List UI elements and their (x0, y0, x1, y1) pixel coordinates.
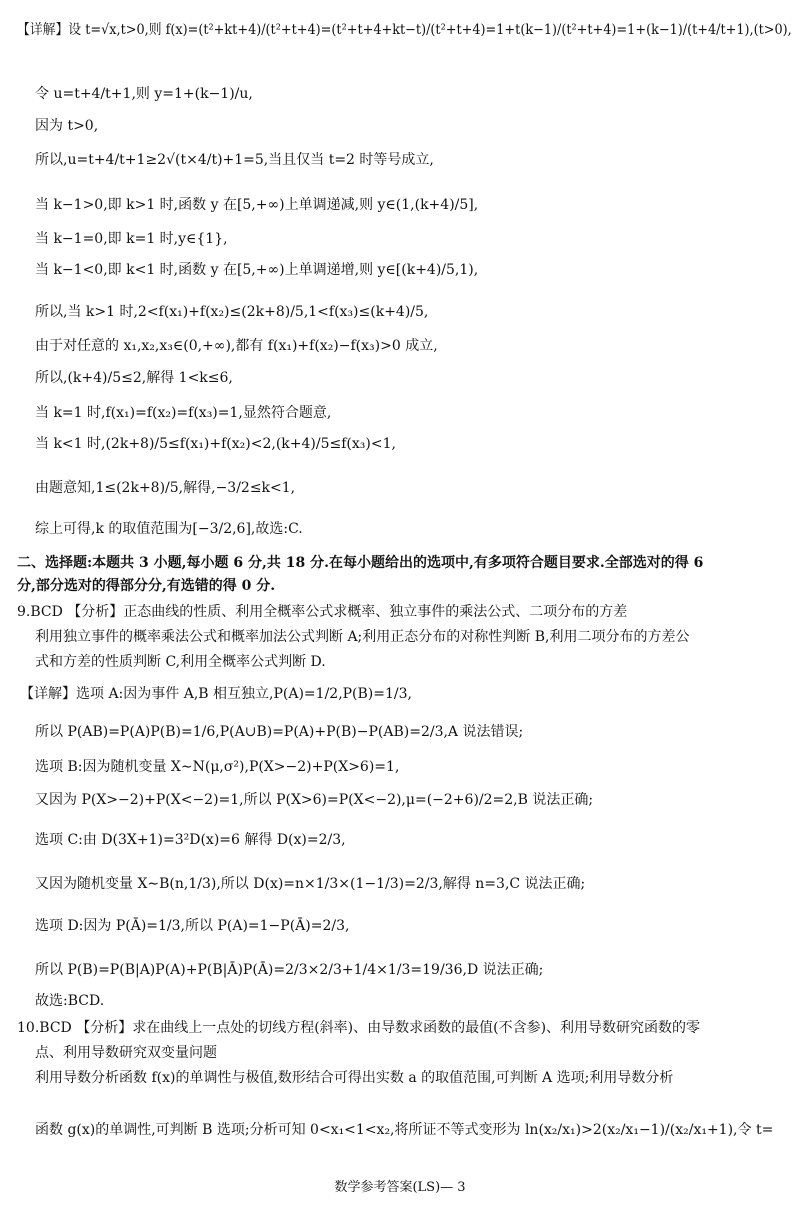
text-line: 由题意知,1≤(2k+8)/5,解得,−3/2≤k<1, (35, 480, 296, 496)
text-line: 所以,当 k>1 时,2<f(x₁)+f(x₂)≤(2k+8)/5,1<f(x₃)≤(k+4)/5, (35, 304, 429, 320)
text-line: 所以 P(B)=P(B|A)P(A)+P(B|Ā)P(Ā)=2/3×2/3+1/4×1/3=19/36,D 说法正确; (35, 962, 544, 978)
text-line: 利用导数分析函数 f(x)的单调性与极值,数形结合可得出实数 a 的取值范围,可判断 A 选项;利用导数分析 (35, 1070, 674, 1086)
text-line: 所以 P(AB)=P(A)P(B)=1/6,P(A∪B)=P(A)+P(B)−P(AB)=2/3,A 说法错误; (35, 724, 524, 740)
text-line: 函数 g(x)的单调性,可判断 B 选项;分析可知 0<x₁<1<x₂,将所证不等式变形为 ln(x₂/x₁)>2(x₂/x₁−1)/(x₂/x₁+1),令 t= (35, 1122, 774, 1138)
text-line: 点、利用导数研究双变量问题 (35, 1045, 217, 1061)
text-line: 当 k=1 时,f(x₁)=f(x₂)=f(x₃)=1,显然符合题意, (35, 405, 332, 421)
text-line: 所以,(k+4)/5≤2,解得 1<k≤6, (35, 370, 233, 386)
text-line: 又因为随机变量 X∼B(n,1/3),所以 D(x)=n×1/3×(1−1/3)=2/3,解得 n=3,C 说法正确; (35, 876, 586, 892)
text-line: 选项 D:因为 P(Ā)=1/3,所以 P(A)=1−P(Ā)=2/3, (35, 918, 350, 934)
text-line: 又因为 P(X>−2)+P(X<−2)=1,所以 P(X>6)=P(X<−2),μ=(−2+6)/2=2,B 说法正确; (35, 792, 594, 808)
text-line: 9.BCD 【分析】正态曲线的性质、利用全概率公式求概率、独立事件的乘法公式、二项分布的方差 (17, 604, 628, 620)
text-line: 因为 t>0, (35, 118, 99, 134)
text-line: 当 k−1>0,即 k>1 时,函数 y 在[5,+∞)上单调递减,则 y∈(1,(k+4)/5], (35, 197, 479, 213)
text-line: 式和方差的性质判断 C,利用全概率公式判断 D. (35, 654, 326, 670)
text-line: 分,部分选对的得部分分,有选错的得 0 分. (17, 578, 276, 594)
text-line: 【详解】设 t=√x,t>0,则 f(x)=(t²+kt+4)/(t²+t+4)=(t²+t+4+kt−t)/(t²+t+4)=1+t(k−1)/(t²+t+4)=1+(k−1)/(t+4/t+1),(t>0), (17, 22, 792, 38)
text-line: 综上可得,k 的取值范围为[−3/2,6],故选:C. (35, 521, 303, 537)
text-line: 二、选择题:本题共 3 小题,每小题 6 分,共 18 分.在每小题给出的选项中,有多项符合题目要求.全部选对的得 6 (17, 555, 704, 571)
text-line: 选项 B:因为随机变量 X∼N(μ,σ²),P(X>−2)+P(X>6)=1, (35, 759, 400, 775)
page-footer: 数学参考答案(LS)— 3 (334, 1180, 466, 1195)
text-line: 当 k−1=0,即 k=1 时,y∈{1}, (35, 231, 228, 247)
text-line: 令 u=t+4/t+1,则 y=1+(k−1)/u, (35, 86, 253, 102)
text-line: 选项 C:由 D(3X+1)=3²D(x)=6 解得 D(x)=2/3, (35, 832, 346, 848)
text-line: 利用独立事件的概率乘法公式和概率加法公式判断 A;利用正态分布的对称性判断 B,利用二项分布的方差公 (35, 629, 690, 645)
text-line: 故选:BCD. (35, 993, 105, 1009)
text-line: 【详解】选项 A:因为事件 A,B 相互独立,P(A)=1/2,P(B)=1/3, (20, 686, 412, 702)
text-line: 由于对任意的 x₁,x₂,x₃∈(0,+∞),都有 f(x₁)+f(x₂)−f(x₃)>0 成立, (35, 338, 438, 354)
text-line: 当 k<1 时,(2k+8)/5≤f(x₁)+f(x₂)<2,(k+4)/5≤f(x₃)<1, (35, 436, 396, 452)
text-line: 所以,u=t+4/t+1≥2√(t×4/t)+1=5,当且仅当 t=2 时等号成立, (35, 152, 434, 168)
text-line: 10.BCD 【分析】求在曲线上一点处的切线方程(斜率)、由导数求函数的最值(不含参)、利用导数研究函数的零 (17, 1020, 701, 1036)
text-line: 当 k−1<0,即 k<1 时,函数 y 在[5,+∞)上单调递增,则 y∈[(k+4)/5,1), (35, 262, 479, 278)
